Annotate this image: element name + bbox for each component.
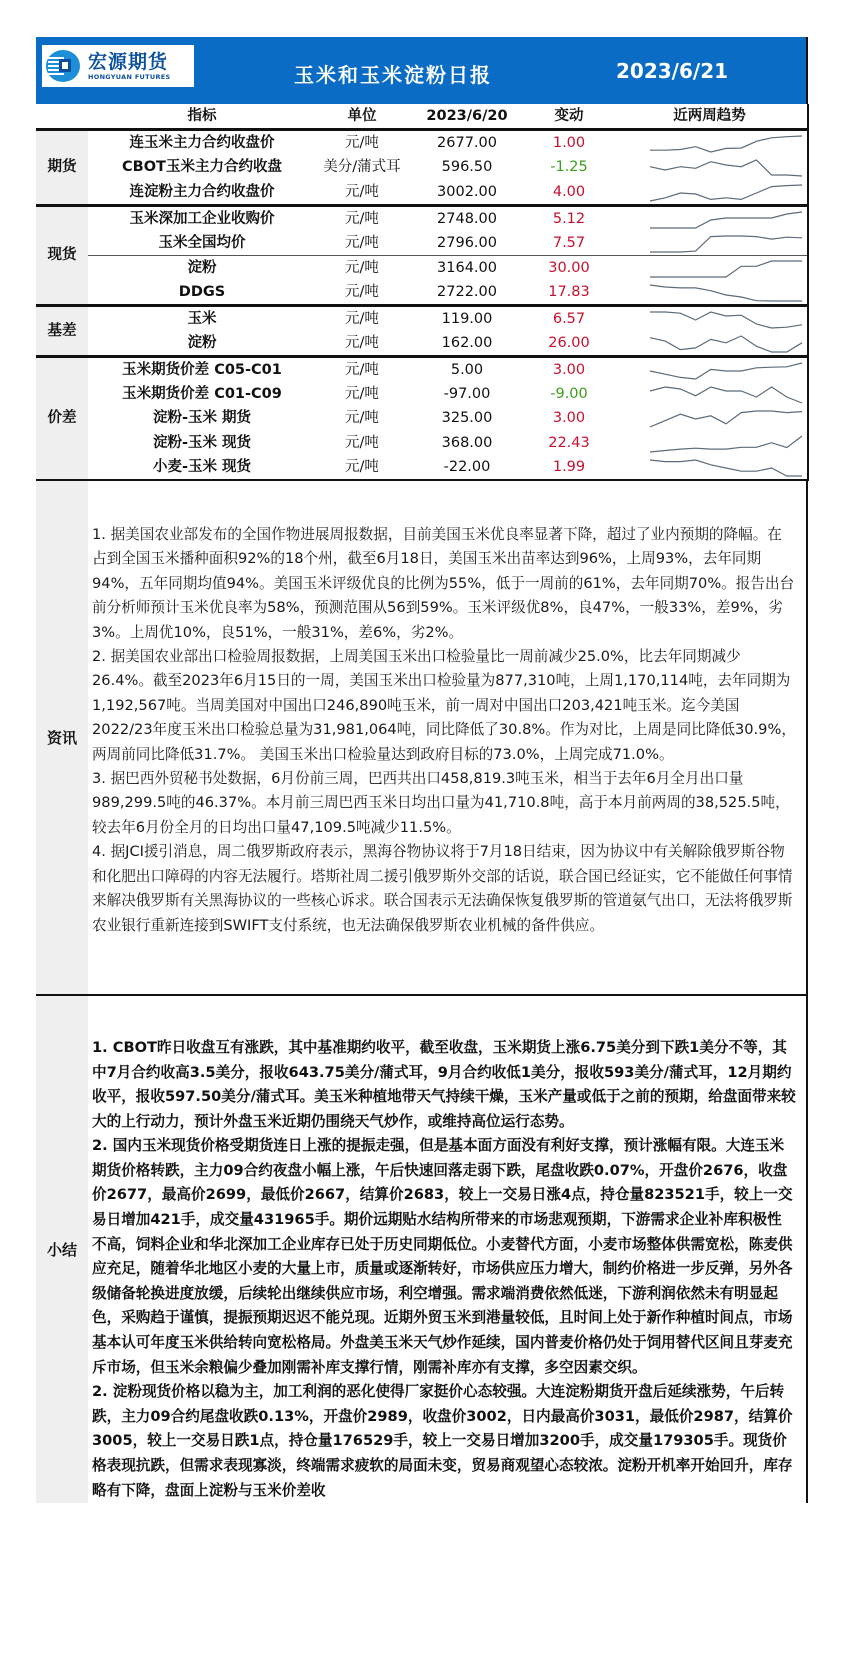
trend-sparkline bbox=[612, 382, 808, 407]
indicator-name: 小麦-玉米 现货 bbox=[88, 455, 316, 480]
indicator-name: 玉米 bbox=[187, 310, 217, 327]
trend-sparkline bbox=[612, 431, 808, 456]
sparkline-chart-icon bbox=[616, 181, 804, 203]
header-change: 变动 bbox=[526, 104, 612, 130]
header-category bbox=[36, 104, 88, 130]
indicator-name: 连淀粉主力合约收盘价 bbox=[88, 180, 316, 206]
unit-cell: 元/吨 bbox=[316, 231, 408, 256]
table-row bbox=[36, 231, 808, 256]
indicator-name: 淀粉 bbox=[187, 259, 217, 276]
summary-paragraph: 2. 淀粉现货价格以稳为主，加工利润的恶化使得厂家挺价心态较强。大连淀粉期货开盘后延续涨势，午后转跌，主力09合约尾盘收跌0.13%，开盘价2989，收盘价3002，日内最高价3031，最低价2987，结算价3005，较上一交易日跌1点，持仓量176529手，较上一交易日增加3200手，成交量179305手。现货价格表现抗跌，但需求表现寡淡，终端需求疲软的局面未变，贸易商观望心态较浓。淀粉开机率开始回升，库存略有下降，盘面上淀粉与玉米价差收 bbox=[92, 1383, 793, 1499]
trend-sparkline bbox=[612, 406, 808, 431]
news-paragraph: 1. 据美国农业部发布的全国作物进展周报数据，目前美国玉米优良率显著下降，超过了业内预期的降幅。在占到全国玉米播种面积92%的18个州，截至6月18日，美国玉米出苗率达到96%，上周93%，去年同期94%，五年同期均值94%。美国玉米评级优良的比例为55%，低于一周前的61%，去年同期70%。报告出台前分析师预计玉米优良率为58%，预测范围从56到59%。玉米评级优8%，良47%，一般33%，差9%，劣3%。上周优10%，良51%，一般31%，差6%，劣2%。 bbox=[92, 526, 795, 641]
value-cell: 2677.00 bbox=[437, 135, 497, 151]
table-row bbox=[36, 406, 808, 431]
category-spread: 价差 bbox=[36, 356, 88, 480]
report-title: 玉米和玉米淀粉日报 bbox=[294, 63, 492, 87]
header-trend: 近两周趋势 bbox=[612, 104, 808, 130]
indicator-name: 玉米期货价差 C01-C09 bbox=[122, 385, 282, 402]
change-cell: 3.00 bbox=[552, 410, 586, 427]
value-cell: 3002.00 bbox=[408, 180, 526, 206]
table-row bbox=[36, 331, 808, 357]
unit-cell: 元/吨 bbox=[345, 259, 379, 276]
value-cell: -97.00 bbox=[443, 385, 491, 402]
daily-report-sheet bbox=[36, 37, 808, 1503]
unit-cell: 元/吨 bbox=[316, 180, 408, 206]
summary-paragraph: 1. CBOT昨日收盘互有涨跌，其中基准期约收平，截至收盘，玉米期货上涨6.75美分到下跌1美分不等，其中7月合约收高3.5美分，报收643.75美分/蒲式耳，9月合约收低1美分，报收593美分/蒲式耳，12月期约收平，报收597.50美分/蒲式耳。美玉米种植地带天气持续干燥，玉米产量或低于之前的预期，给盘面带来较大的上行动力，预计外盘玉米近期仍围绕天气炒作，或维持高位运行态势。 bbox=[92, 1038, 796, 1130]
change-cell: 26.00 bbox=[526, 331, 612, 357]
unit-cell: 元/吨 bbox=[345, 210, 379, 227]
value-cell: 2748.00 bbox=[437, 210, 497, 227]
change-cell: 4.00 bbox=[526, 180, 612, 206]
category-futures: 期货 bbox=[36, 130, 88, 206]
change-cell: -9.00 bbox=[550, 385, 588, 402]
change-cell: 3.00 bbox=[552, 361, 586, 378]
trend-sparkline bbox=[612, 130, 808, 156]
sparkline-chart-icon bbox=[616, 257, 804, 279]
category-spot: 现货 bbox=[36, 205, 88, 305]
table-header-row bbox=[36, 104, 808, 130]
change-cell: 1.00 bbox=[552, 135, 586, 151]
summary-content bbox=[88, 996, 806, 1503]
value-cell: 325.00 bbox=[441, 410, 493, 427]
sparkline-chart-icon bbox=[616, 208, 804, 230]
trend-sparkline bbox=[612, 205, 808, 231]
news-content bbox=[88, 481, 806, 994]
summary-section bbox=[36, 996, 808, 1503]
change-cell: 17.83 bbox=[526, 280, 612, 306]
unit-cell: 元/吨 bbox=[345, 361, 379, 378]
sparkline-chart-icon bbox=[616, 281, 804, 303]
trend-sparkline bbox=[612, 356, 808, 382]
value-cell: 596.50 bbox=[441, 159, 493, 176]
news-label: 资讯 bbox=[36, 481, 88, 994]
trend-sparkline bbox=[612, 155, 808, 180]
unit-cell: 元/吨 bbox=[345, 135, 379, 151]
summary-label: 小结 bbox=[36, 996, 88, 1503]
table-row bbox=[36, 356, 808, 382]
indicator-name: 玉米深加工企业收购价 bbox=[129, 210, 275, 227]
change-cell: 6.57 bbox=[552, 310, 586, 327]
news-paragraph: 2. 据美国农业部出口检验周报数据，上周美国玉米出口检验量比一周前减少25.0%，比去年同期减少26.4%。截至2023年6月15日的一周，美国玉米出口检验量为877,310吨，上周1,170,114吨，去年同期为1,192,567吨。当周美国对中国出口246,890吨玉米，前一周对中国出口203,421吨玉米。迄今美国2022/23年度玉米出口检验总量为31,981,064吨，同比降低了30.8%。作为对比，上周是同比降低30.9%，两周前同比降低31.7%。 美国玉米出口检验量达到政府目标的73.0%，上周完成71.0%。 bbox=[92, 648, 796, 763]
unit-cell: 元/吨 bbox=[316, 280, 408, 306]
unit-cell: 元/吨 bbox=[316, 331, 408, 357]
change-cell: 7.57 bbox=[526, 231, 612, 256]
report-header-banner bbox=[36, 37, 808, 104]
value-cell: 368.00 bbox=[441, 434, 493, 451]
indicator-name: 淀粉 bbox=[88, 331, 316, 357]
change-cell: 5.12 bbox=[552, 210, 586, 227]
value-cell: 3164.00 bbox=[437, 259, 497, 276]
sparkline-chart-icon bbox=[616, 359, 804, 381]
indicator-name: CBOT玉米主力合约收盘 bbox=[122, 159, 282, 176]
indicator-name: 淀粉-玉米 期货 bbox=[152, 410, 252, 427]
unit-cell: 元/吨 bbox=[316, 455, 408, 480]
header-unit: 单位 bbox=[316, 104, 408, 130]
change-cell: 30.00 bbox=[548, 259, 590, 276]
company-logo bbox=[42, 45, 194, 87]
news-paragraph: 4. 据JCI援引消息，周二俄罗斯政府表示，黑海谷物协议将于7月18日结束，因为协议中有关解除俄罗斯谷物和化肥出口障碍的内容无法履行。塔斯社周二援引俄罗斯外交部的话说，联合国已经证实，它不能做任何事情来解决俄罗斯有关黑海协议的一些核心诉求。联合国表示无法确保恢复俄罗斯的管道氨气出口，无法将俄罗斯农业银行重新连接到SWIFT支付系统，也无法确保俄罗斯农业机械的备件供应。 bbox=[92, 843, 793, 934]
indicator-name: 玉米期货价差 C05-C01 bbox=[122, 361, 282, 378]
trend-sparkline bbox=[612, 180, 808, 206]
report-date: 2023/6/21 bbox=[616, 59, 729, 83]
value-cell: 2796.00 bbox=[408, 231, 526, 256]
value-cell: 5.00 bbox=[450, 361, 484, 378]
trend-sparkline bbox=[612, 455, 808, 480]
value-cell: 162.00 bbox=[408, 331, 526, 357]
sparkline-chart-icon bbox=[616, 156, 804, 178]
indicator-name: DDGS bbox=[88, 280, 316, 306]
sparkline-chart-icon bbox=[616, 132, 804, 154]
table-row bbox=[36, 255, 808, 280]
table-row bbox=[36, 431, 808, 456]
summary-paragraph: 2. 国内玉米现货价格受期货连日上涨的提振走强，但是基本面方面没有利好支撑，预计涨幅有限。大连玉米期货价格转跌，主力09合约夜盘小幅上涨，午后快速回落走弱下跌，尾盘收跌0.07%，开盘价2676，收盘价2677，最高价2699，最低价2667，结算价2683，较上一交易日涨4点，持仓量823521手，较上一交易日增加421手，成交量431965手。期价远期贴水结构所带来的市场悲观预期，下游需求企业补库积极性不高，饲料企业和华北深加工企业库存已处于历史同期低位。小麦替代方面，小麦市场整体供需宽松，陈麦供应充足，随着华北地区小麦的大量上市，质量或逐渐转好，市场供应压力增大，制约价格进一步反弹，另外各级储备轮换进度放缓，后续轮出继续供应市场，利空增强。需求端消费依然低迷，下游利润依然未有明显起色，采购趋于谨慎，提振预期迟迟不能兑现。近期外贸玉米到港量较低，且时间上处于新作种植时间点，市场基本认可年度玉米供给转向宽松格局。外盘美玉米天气炒作延续，国内普麦价格仍处于饲用替代区间且芽麦充斥市场，但玉米余粮偏少叠加刚需补库支撑行情，刚需补库亦有支撑，多空因素交织。 bbox=[92, 1137, 793, 1376]
change-cell: -1.25 bbox=[550, 159, 588, 176]
hongyuan-logo-icon bbox=[46, 49, 82, 83]
table-row bbox=[36, 280, 808, 306]
value-cell: 119.00 bbox=[441, 310, 493, 327]
header-indicator: 指标 bbox=[88, 104, 316, 130]
table-row bbox=[36, 205, 808, 231]
trend-sparkline bbox=[612, 255, 808, 280]
header-date: 2023/6/20 bbox=[408, 104, 526, 130]
logo-chinese-name: 宏源期货 bbox=[88, 51, 169, 73]
table-row bbox=[36, 455, 808, 480]
indicator-table bbox=[36, 104, 809, 481]
table-row bbox=[36, 155, 808, 180]
change-cell: 1.99 bbox=[526, 455, 612, 480]
indicator-name: 连玉米主力合约收盘价 bbox=[129, 135, 275, 151]
indicator-name: 淀粉-玉米 现货 bbox=[152, 434, 252, 451]
table-row bbox=[36, 130, 808, 156]
value-cell: -22.00 bbox=[408, 455, 526, 480]
unit-cell: 元/吨 bbox=[345, 385, 379, 402]
sparkline-chart-icon bbox=[616, 407, 804, 429]
unit-cell: 元/吨 bbox=[345, 310, 379, 327]
unit-cell: 元/吨 bbox=[345, 410, 379, 427]
trend-sparkline bbox=[612, 305, 808, 331]
indicator-name: 玉米全国均价 bbox=[88, 231, 316, 256]
news-section bbox=[36, 481, 808, 996]
category-basis: 基差 bbox=[36, 305, 88, 356]
unit-cell: 美分/蒲式耳 bbox=[323, 159, 401, 176]
table-row bbox=[36, 305, 808, 331]
sparkline-chart-icon bbox=[616, 456, 804, 478]
sparkline-chart-icon bbox=[616, 383, 804, 405]
sparkline-chart-icon bbox=[616, 232, 804, 254]
trend-sparkline bbox=[612, 280, 808, 306]
news-paragraph: 3. 据巴西外贸秘书处数据，6月份前三周，巴西共出口458,819.3吨玉米，相当于去年6月全月出口量989,299.5吨的46.37%。本月前三周巴西玉米日均出口量为41,710.8吨，高于本月前两周的38,525.5吨，较去年6月份全月的日均出口量47,109.5吨减少11.5%。 bbox=[92, 770, 790, 836]
unit-cell: 元/吨 bbox=[345, 434, 379, 451]
sparkline-chart-icon bbox=[616, 332, 804, 354]
sparkline-chart-icon bbox=[616, 308, 804, 330]
table-row bbox=[36, 180, 808, 206]
table-row bbox=[36, 382, 808, 407]
trend-sparkline bbox=[612, 231, 808, 256]
logo-english-name: HONGYUAN FUTURES bbox=[88, 73, 171, 81]
value-cell: 2722.00 bbox=[408, 280, 526, 306]
trend-sparkline bbox=[612, 331, 808, 357]
sparkline-chart-icon bbox=[616, 432, 804, 454]
change-cell: 22.43 bbox=[548, 434, 590, 451]
